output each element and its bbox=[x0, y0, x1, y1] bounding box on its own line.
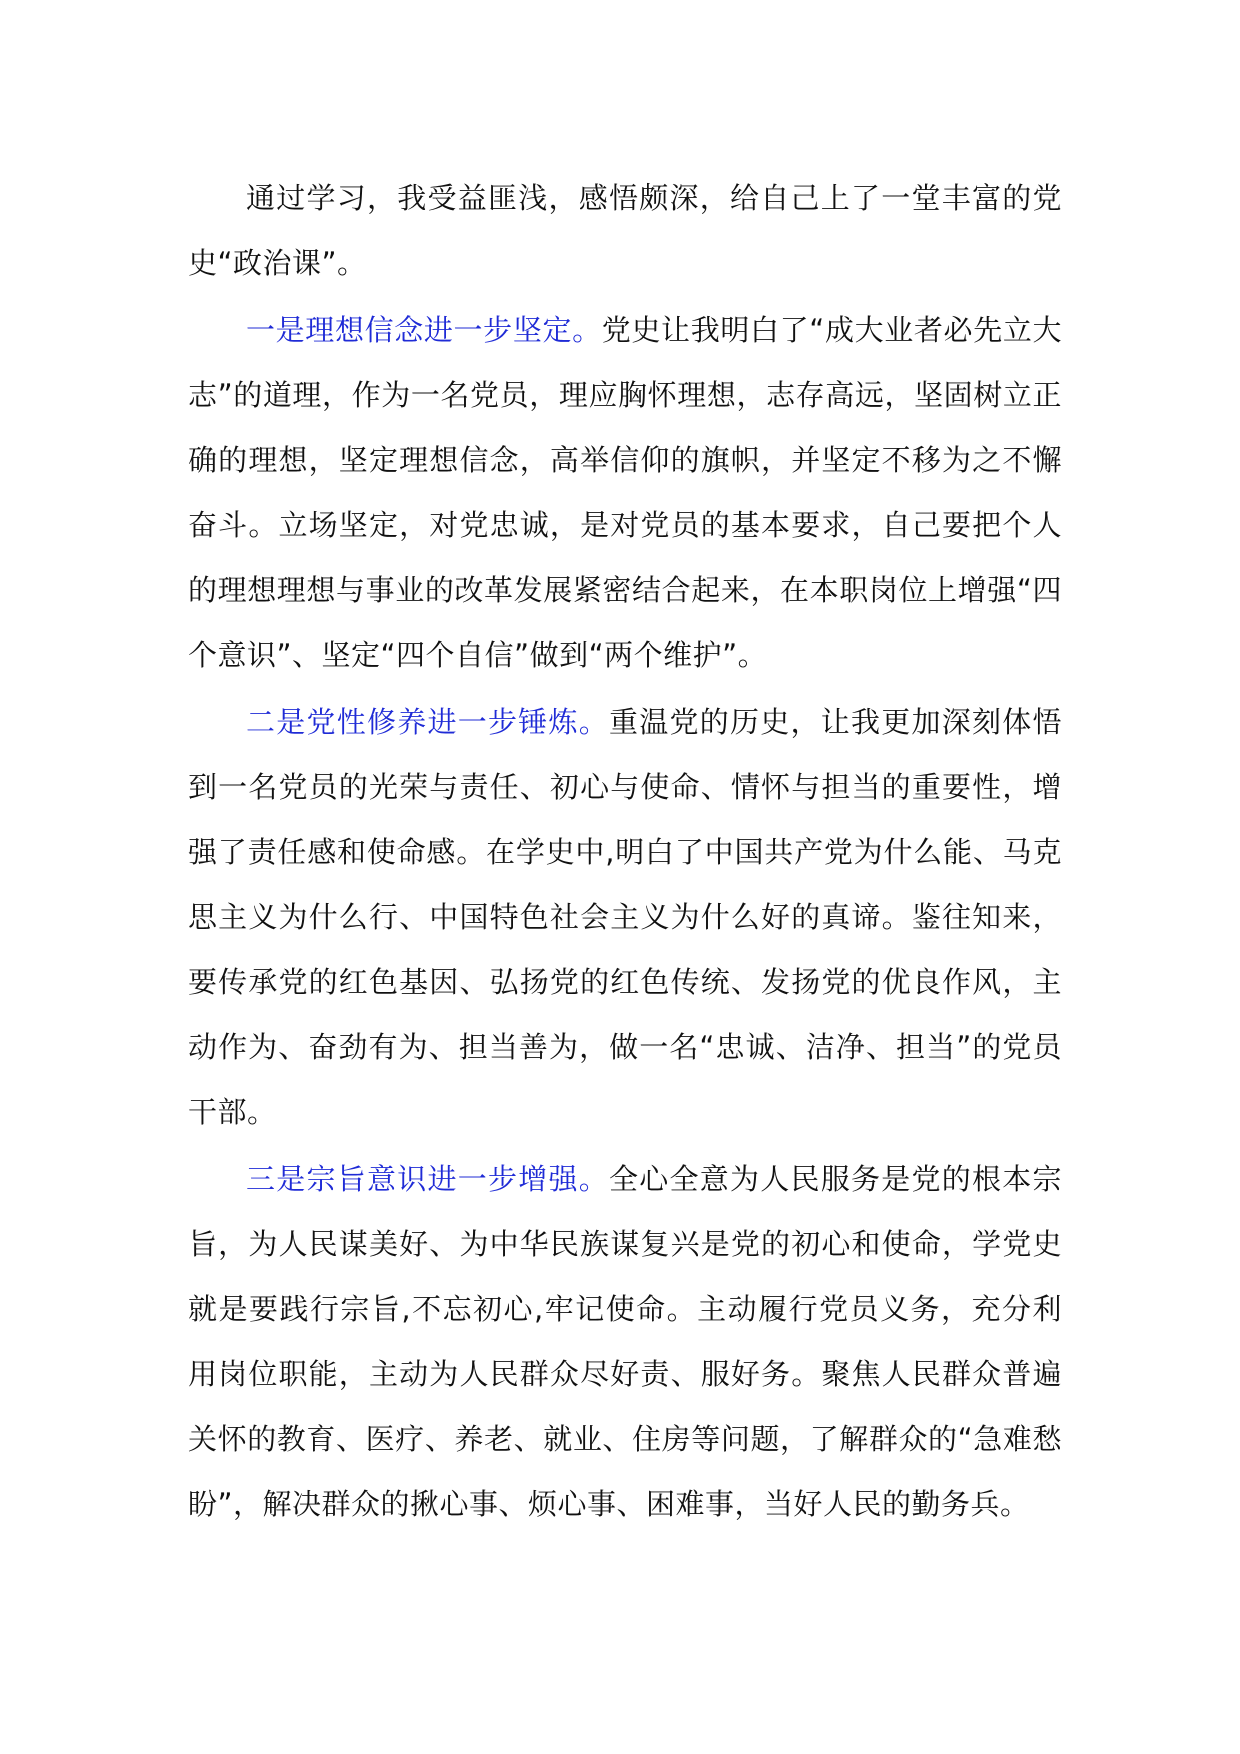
paragraph-text: 通过学习，我受益匪浅，感悟颇深，给自己上了一堂丰富的党史“政治课”。 bbox=[188, 181, 1062, 280]
paragraph-party-spirit bbox=[188, 690, 1062, 1145]
paragraph-text: 党史让我明白了“成大业者必先立大志”的道理，作为一名党员，理应胸怀理想，志存高远，坚固树立正确的理想，坚定理想信念，高举信仰的旗帜，并坚定不移为之不懈奋斗。立场坚定，对党忠诚，是对党员的基本要求，自己要把个人的理想理想与事业的改革发展紧密结合起来，在本职岗位上增强“四个意识”、坚定“四个自信”做到“两个维护”。 bbox=[188, 313, 1062, 672]
paragraph-text: 重温党的历史，让我更加深刻体悟到一名党员的光荣与责任、初心与使命、情怀与担当的重要性，增强了责任感和使命感。在学史中,明白了中国共产党为什么能、马克思主义为什么行、中国特色社会主义为什么好的真谛。鉴往知来，要传承党的红色基因、弘扬党的红色传统、发扬党的优良作风，主动作为、奋劲有为、担当善为，做一名“忠诚、洁净、担当”的党员干部。 bbox=[188, 705, 1062, 1129]
document-body bbox=[188, 166, 1062, 1539]
paragraph-ideals bbox=[188, 298, 1062, 688]
paragraph-purpose bbox=[188, 1147, 1062, 1537]
paragraph-heading: 一是理想信念进一步坚定。 bbox=[246, 313, 602, 347]
paragraph-heading: 三是宗旨意识进一步增强。 bbox=[246, 1162, 609, 1196]
paragraph-text: 全心全意为人民服务是党的根本宗旨，为人民谋美好、为中华民族谋复兴是党的初心和使命，学党史就是要践行宗旨,不忘初心,牢记使命。主动履行党员义务，充分利用岗位职能，主动为人民群众尽好责、服好务。聚焦人民群众普遍关怀的教育、医疗、养老、就业、住房等问题，了解群众的“急难愁盼”，解决群众的揪心事、烦心事、困难事，当好人民的勤务兵。 bbox=[188, 1162, 1062, 1521]
paragraph-intro bbox=[188, 166, 1062, 296]
paragraph-heading: 二是党性修养进一步锤炼。 bbox=[246, 705, 609, 739]
